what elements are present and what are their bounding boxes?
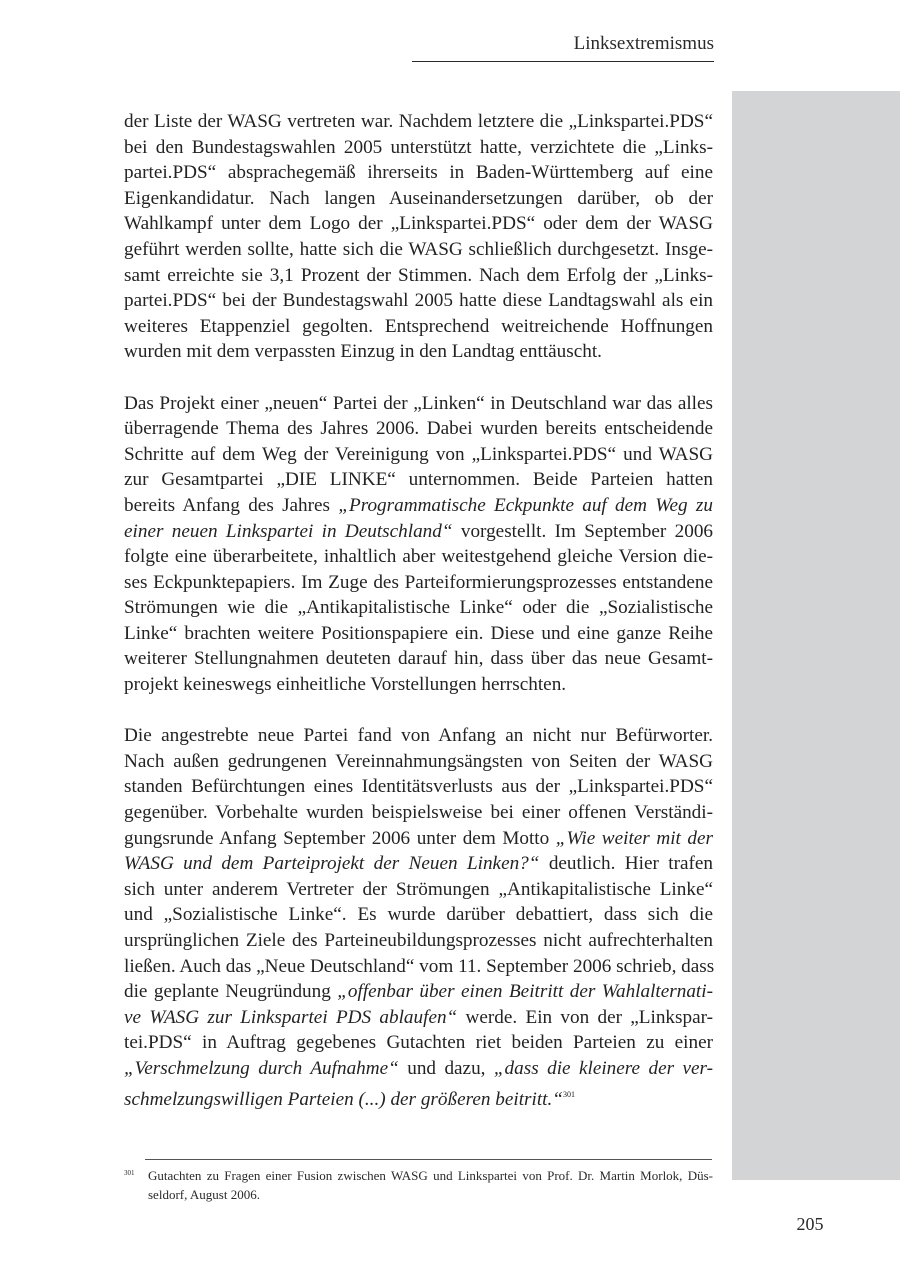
text-segment: Strömungen wie die „Antikapitalistische Linke“ oder die „Sozialistische bbox=[124, 597, 713, 619]
text-line bbox=[124, 1082, 713, 1113]
text-segment: deutlich. Hier trafen bbox=[539, 853, 713, 875]
text-line bbox=[124, 391, 713, 417]
footnote bbox=[124, 1166, 713, 1204]
text-line bbox=[124, 263, 713, 289]
footnote-line: seldorf, August 2006. bbox=[148, 1187, 260, 1202]
text-segment: Schritte auf dem Weg der Vereinigung von „Linkspartei.PDS“ und WASG bbox=[124, 443, 713, 465]
text-line bbox=[124, 646, 713, 672]
text-line bbox=[124, 314, 713, 340]
text-line bbox=[124, 109, 713, 135]
text-line bbox=[124, 954, 713, 980]
text-line bbox=[124, 211, 713, 237]
italic-quote: „Verschmelzung durch Aufnahme“ bbox=[124, 1057, 399, 1079]
text-line bbox=[124, 928, 713, 954]
text-segment: folgte eine überarbeitete, inhaltlich aber weitestgehend gleiche Version die- bbox=[124, 546, 713, 568]
italic-quote: einer neuen Linkspartei in Deutschland“ bbox=[124, 520, 453, 542]
italic-quote: WASG und dem Parteiprojekt der Neuen Linken?“ bbox=[124, 853, 540, 875]
paragraph bbox=[124, 109, 713, 365]
footnote-text bbox=[148, 1166, 713, 1204]
paragraph bbox=[124, 723, 713, 1112]
text-segment: sich unter anderem Vertreter der Strömungen „Antikapitalistische Linke“ bbox=[124, 878, 713, 900]
text-line bbox=[124, 595, 713, 621]
text-segment: ursprünglichen Ziele des Parteineubildungsprozesses nicht aufrechterhalten bbox=[124, 930, 713, 951]
italic-quote: ve WASG zur Linkspartei PDS ablaufen“ bbox=[124, 1006, 458, 1028]
text-segment: partei.PDS“ bei der Bundestagswahl 2005 hatte diese Landtagswahl als ein bbox=[124, 290, 713, 312]
text-line bbox=[124, 442, 713, 468]
text-line bbox=[124, 800, 713, 826]
text-line bbox=[124, 570, 713, 596]
text-line bbox=[124, 1056, 713, 1082]
text-line bbox=[124, 877, 713, 903]
text-line bbox=[124, 135, 713, 161]
text-segment: samt erreichte sie 3,1 Prozent der Stimmen. Nach dem Erfolg der „Links- bbox=[124, 264, 713, 286]
margin-gray-bar bbox=[732, 91, 900, 1180]
text-line bbox=[124, 237, 713, 263]
text-line bbox=[124, 749, 713, 775]
paragraph bbox=[124, 391, 713, 698]
italic-quote: „offenbar über einen Beitritt der Wahlalternati- bbox=[337, 981, 713, 1003]
text-segment: zur Gesamtpartei „DIE LINKE“ unternommen. Beide Parteien hatten bbox=[124, 469, 713, 491]
footnote-line: Gutachten zu Fragen einer Fusion zwischen WASG und Linkspartei von Prof. Dr. Martin Morlok, Düs- bbox=[148, 1168, 713, 1183]
text-segment: weiteres Etappenziel gegolten. Entsprechend weitreichende Hoffnungen bbox=[124, 315, 713, 337]
text-segment: und dazu, bbox=[398, 1057, 494, 1079]
text-segment: projekt keineswegs einheitliche Vorstellungen herrschten. bbox=[124, 674, 567, 696]
text-segment: Nach außen gedrungenen Vereinnahmungsängsten von Seiten der WASG bbox=[124, 750, 713, 772]
text-segment: weiterer Stellungnahmen deuteten darauf hin, dass über das neue Gesamt- bbox=[124, 648, 713, 670]
text-segment: ses Eckpunktepapiers. Im Zuge des Parteiformierungsprozesses entstandene bbox=[124, 571, 713, 593]
text-line bbox=[124, 826, 713, 852]
footnote-number: 301 bbox=[124, 1169, 135, 1177]
text-line bbox=[124, 1005, 713, 1031]
italic-quote: schmelzungswilligen Parteien (...) der größeren beitritt.“ bbox=[124, 1088, 563, 1110]
text-line bbox=[124, 851, 713, 877]
body-text bbox=[124, 109, 713, 1138]
running-head: Linksextremismus bbox=[412, 33, 714, 62]
text-line bbox=[124, 339, 713, 365]
text-line bbox=[124, 621, 713, 647]
text-segment: wurden mit dem verpassten Einzug in den Landtag enttäuscht. bbox=[124, 341, 602, 363]
italic-quote: „Wie weiter mit der bbox=[555, 827, 714, 849]
text-line bbox=[124, 186, 713, 212]
text-segment: partei.PDS“ absprachegemäß ihrerseits in Baden-Württemberg auf eine bbox=[124, 162, 713, 184]
text-line bbox=[124, 467, 713, 493]
text-line bbox=[124, 723, 713, 749]
text-segment: überragende Thema des Jahres 2006. Dabei wurden bereits entscheidende bbox=[124, 418, 713, 440]
text-line bbox=[124, 672, 713, 698]
text-segment: und „Sozialistische Linke“. Es wurde darüber debattiert, dass sich die bbox=[124, 904, 713, 926]
text-segment: Eigenkandidatur. Nach langen Auseinandersetzungen darüber, ob der bbox=[124, 187, 713, 209]
text-line bbox=[124, 902, 713, 928]
italic-quote: „dass die kleinere der ver- bbox=[493, 1057, 713, 1079]
text-segment: gungsrunde Anfang September 2006 unter dem Motto bbox=[124, 827, 556, 849]
text-segment: gegenüber. Vorbehalte wurden beispielsweise bei einer offenen Verständi- bbox=[124, 802, 713, 824]
text-line bbox=[124, 160, 713, 186]
text-segment: tei.PDS“ in Auftrag gegebenes Gutachten riet beiden Parteien zu einer bbox=[124, 1032, 713, 1054]
text-segment: standen Befürchtungen eines Identitätsverlusts aus der „Linkspartei.PDS“ bbox=[124, 776, 713, 798]
page-number: 205 bbox=[796, 1214, 824, 1234]
text-segment: vorgestellt. Im September 2006 bbox=[452, 520, 714, 542]
text-line bbox=[124, 416, 713, 442]
text-line bbox=[124, 979, 713, 1005]
italic-quote: „Programmatische Eckpunkte auf dem Weg zu bbox=[338, 494, 713, 516]
text-segment: Die angestrebte neue Partei fand von Anfang an nicht nur Befürworter. bbox=[124, 725, 713, 747]
text-line bbox=[124, 544, 713, 570]
text-line bbox=[124, 288, 713, 314]
text-segment: werde. Ein von der „Linkspar- bbox=[457, 1006, 714, 1028]
text-segment: bei den Bundestagswahlen 2005 unterstützt hatte, verzichtete die „Links- bbox=[124, 136, 713, 158]
text-segment: ließen. Auch das „Neue Deutschland“ vom 11. September 2006 schrieb, dass bbox=[124, 955, 715, 977]
text-line bbox=[124, 519, 713, 545]
text-line bbox=[124, 493, 713, 519]
text-segment: geführt werden sollte, hatte sich die WASG schließlich durchgesetzt. Insge- bbox=[124, 238, 713, 260]
footnote-reference: 301 bbox=[562, 1089, 575, 1099]
text-segment: Das Projekt einer „neuen“ Partei der „Linken“ in Deutschland war das alles bbox=[124, 392, 713, 414]
text-line bbox=[124, 1030, 713, 1056]
text-segment: Wahlkampf unter dem Logo der „Linkspartei.PDS“ oder dem der WASG bbox=[124, 213, 713, 235]
text-line bbox=[124, 774, 713, 800]
text-segment: die geplante Neugründung bbox=[124, 981, 338, 1003]
text-segment: der Liste der WASG vertreten war. Nachdem letztere die „Linkspartei.PDS“ bbox=[124, 111, 713, 132]
text-segment: Linke“ brachten weitere Positionspapiere ein. Diese und eine ganze Reihe bbox=[124, 622, 713, 644]
footnote-divider bbox=[145, 1159, 712, 1160]
text-segment: bereits Anfang des Jahres bbox=[124, 494, 339, 516]
